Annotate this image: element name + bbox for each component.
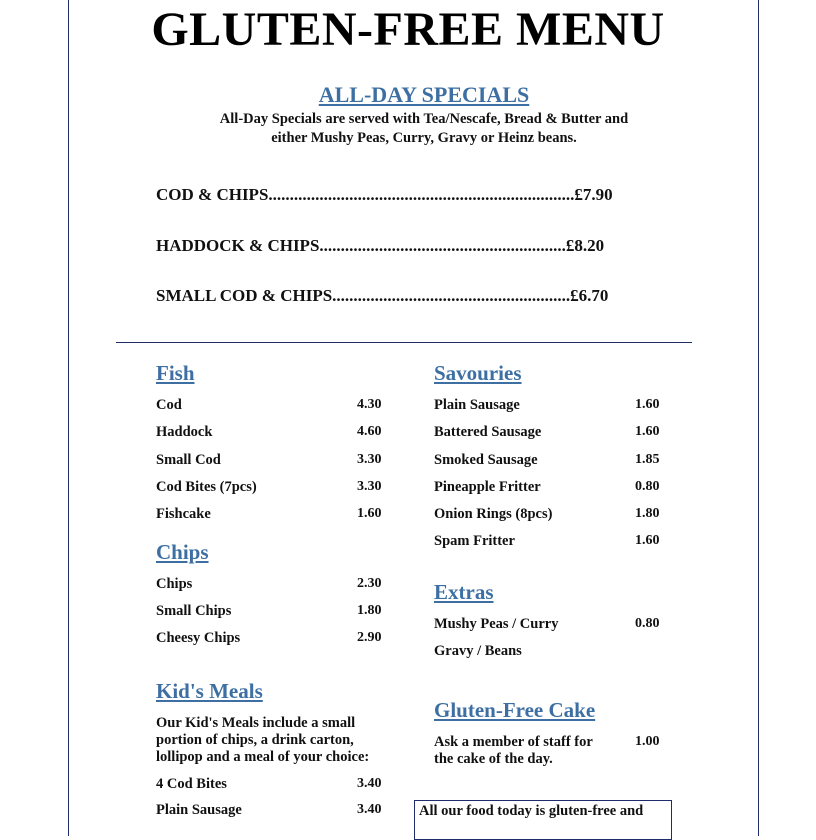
kids-desc-line: Our Kid's Meals include a small — [156, 715, 356, 731]
menu-item-price: 3.40 — [357, 802, 382, 817]
menu-item-name: Haddock — [156, 424, 213, 440]
menu-item-name: Cod — [156, 397, 182, 413]
menu-item-name: Small Cod — [156, 452, 221, 468]
menu-item-name: Plain Sausage — [434, 397, 520, 413]
menu-item-price: 3.30 — [357, 452, 382, 467]
menu-item-name: Cheesy Chips — [156, 630, 241, 646]
menu-item-price: 0.80 — [635, 616, 660, 631]
menu-item-name: Onion Rings (8pcs) — [434, 506, 553, 522]
menu-item-name: Small Chips — [156, 603, 232, 619]
specials-description — [200, 110, 648, 148]
page-title: GLUTEN-FREE MENU — [151, 3, 665, 56]
menu-item-price: 4.30 — [357, 397, 382, 412]
extras-heading: Extras — [434, 580, 494, 604]
menu-item-price: 1.80 — [635, 506, 660, 521]
kids-desc-line: lollipop and a meal of your choice: — [156, 749, 370, 765]
menu-item-name: Pineapple Fritter — [434, 479, 541, 495]
menu-item-name: Cod Bites (7pcs) — [156, 479, 257, 495]
menu-item-name: Fishcake — [156, 506, 211, 522]
cake-desc-line: the cake of the day. — [434, 751, 553, 767]
menu-item-name: Smoked Sausage — [434, 452, 538, 468]
menu-item-name: Plain Sausage — [156, 802, 242, 818]
fish-heading: Fish — [156, 361, 195, 385]
menu-item-price: 2.90 — [357, 630, 382, 645]
specials-desc-line: All-Day Specials are served with Tea/Nescafe, Bread & Butter and — [219, 111, 629, 127]
cake-desc-line: Ask a member of staff for — [434, 734, 593, 750]
special-item-cod: COD & CHIPS........................................................................£7.90 — [156, 185, 613, 204]
cake-heading: Gluten-Free Cake — [434, 698, 596, 722]
menu-item-name: Mushy Peas / Curry — [434, 616, 559, 632]
menu-item-price: 1.85 — [635, 452, 660, 467]
kids-meals-description — [156, 715, 396, 766]
menu-item-price: 3.40 — [357, 776, 382, 791]
menu-item-name: Gravy / Beans — [434, 643, 522, 659]
menu-item-price: 2.30 — [357, 576, 382, 591]
cake-description — [434, 734, 634, 768]
menu-item-price: 1.80 — [357, 603, 382, 618]
menu-item-price: 1.60 — [635, 424, 660, 439]
section-divider — [116, 342, 692, 343]
menu-item-price: 1.60 — [357, 506, 382, 521]
savouries-heading: Savouries — [434, 361, 522, 385]
special-item-haddock: HADDOCK & CHIPS..........................................................£8.20 — [156, 236, 605, 255]
kids-meals-heading: Kid's Meals — [156, 679, 263, 703]
kids-desc-line: portion of chips, a drink carton, — [156, 732, 354, 748]
menu-item-name: Spam Fritter — [434, 533, 515, 549]
special-item-small-cod: SMALL COD & CHIPS........................................................£6.70 — [156, 286, 609, 305]
menu-item-price: 0.80 — [635, 479, 660, 494]
menu-item-price: 3.30 — [357, 479, 382, 494]
menu-item-name: Battered Sausage — [434, 424, 542, 440]
specials-heading: ALL-DAY SPECIALS — [318, 82, 530, 107]
cake-price: 1.00 — [635, 734, 660, 749]
menu-item-name: Chips — [156, 576, 193, 592]
menu-item-price: 4.60 — [357, 424, 382, 439]
menu-item-price: 1.60 — [635, 397, 660, 412]
menu-item-name: 4 Cod Bites — [156, 776, 227, 792]
gluten-free-notice: All our food today is gluten-free and — [414, 800, 672, 840]
specials-desc-line: either Mushy Peas, Curry, Gravy or Heinz beans. — [271, 130, 577, 146]
chips-heading: Chips — [156, 540, 209, 564]
menu-item-price: 1.60 — [635, 533, 660, 548]
